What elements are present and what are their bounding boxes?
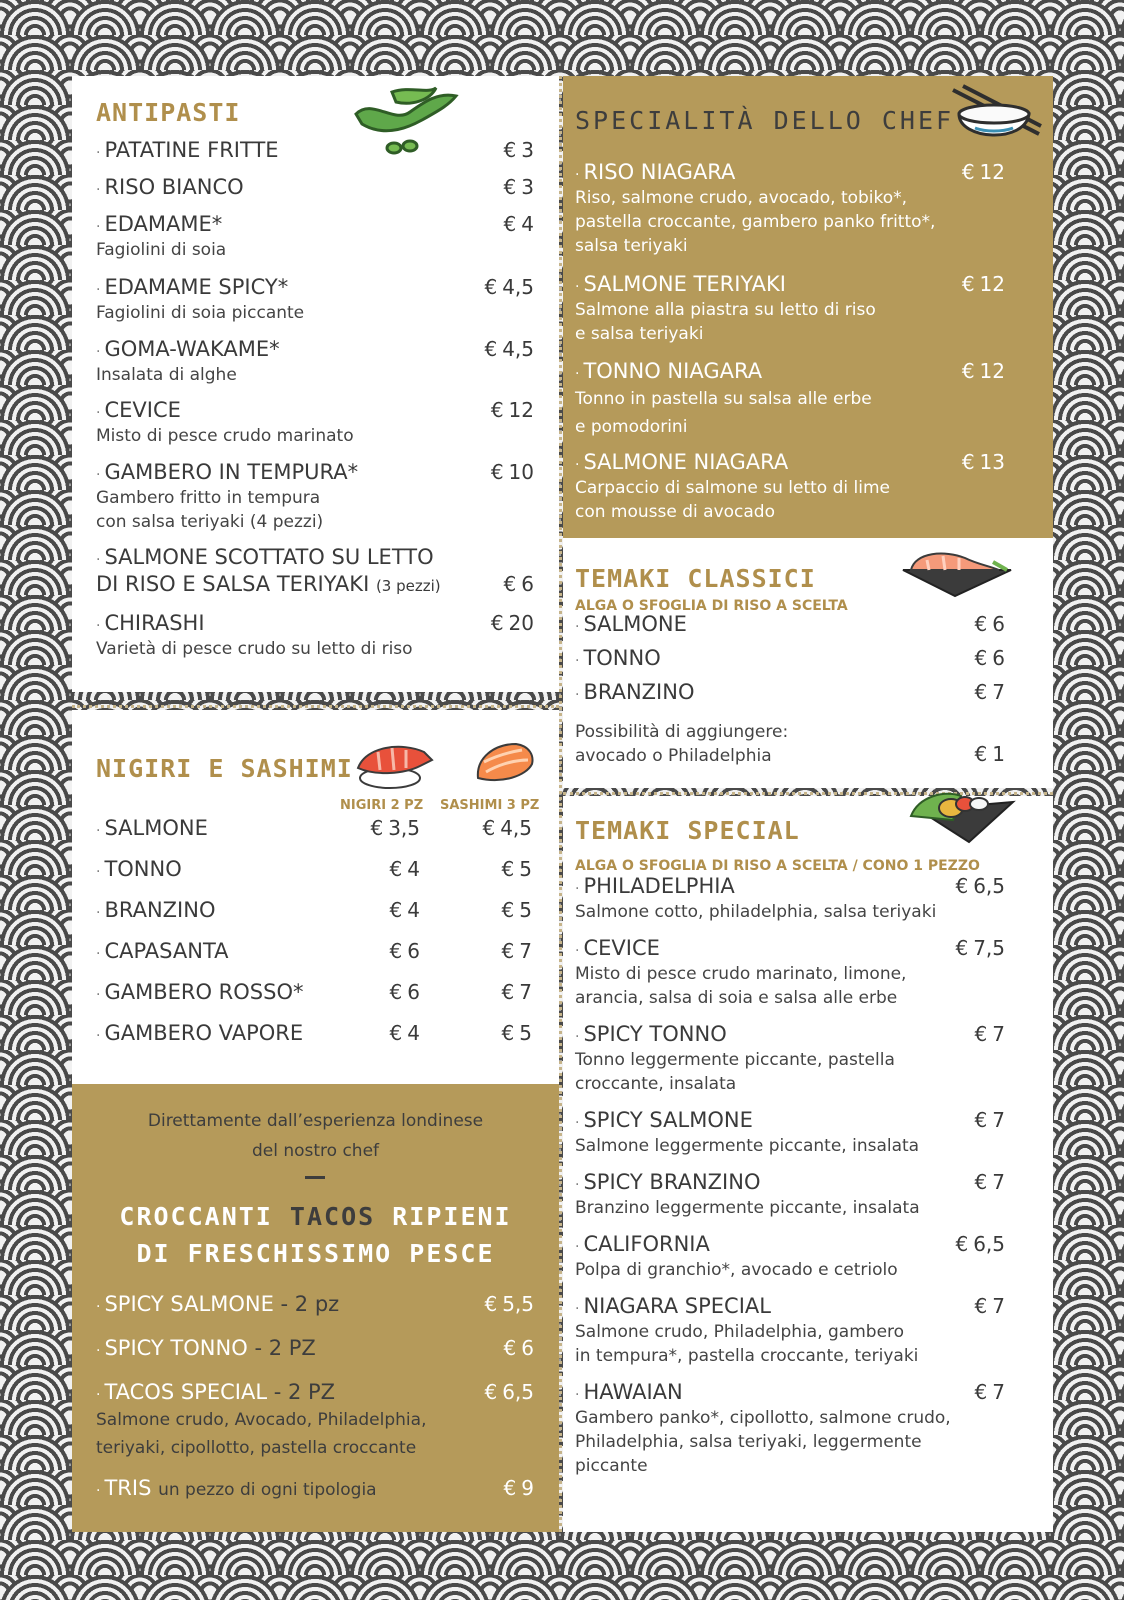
temaki-classici-section (563, 538, 1053, 788)
list-item: · SALMONE NIAGARA € 13 Carpaccio di salmone su letto di lime con mousse di avocado (575, 450, 1005, 524)
list-item: · SPICY TONNO - 2 PZ € 6 (96, 1336, 534, 1360)
list-item: · SPICY BRANZINO € 7 Branzino leggermente piccante, insalata (575, 1170, 1005, 1220)
table-row: · CAPASANTA € 6 € 7 (96, 939, 546, 969)
list-item: · SPICY TONNO € 7 Tonno leggermente piccante, pastella croccante, insalata (575, 1022, 1005, 1096)
list-item: · NIAGARA SPECIAL € 7 Salmone crudo, Philadelphia, gambero in tempura*, pastella croccante, teriyaki (575, 1294, 1005, 1368)
sashimi-column-header: SASHIMI 3 PZ (440, 798, 540, 813)
table-row: · SALMONE € 3,5 € 4,5 (96, 816, 546, 846)
temaki-classici-title: TEMAKI CLASSICI (575, 564, 816, 593)
list-item: · CHIRASHI € 20 Varietà di pesce crudo su letto di riso (96, 611, 534, 661)
antipasti-title: ANTIPASTI (96, 98, 241, 127)
list-item: · RISO NIAGARA € 12 Riso, salmone crudo, avocado, tobiko*, pastella croccante, gambero panko fritto*, salsa teriyaki (575, 160, 1005, 258)
section-divider (72, 705, 559, 708)
tacos-title: CROCCANTI TACOS RIPIENI DI FRESCHISSIMO PESCE (119, 1202, 512, 1268)
list-item: · BRANZINO € 7 (575, 680, 1005, 704)
nigiri-column-header: NIGIRI 2 PZ (340, 798, 424, 813)
temaki-special-subtitle: ALGA O SFOGLIA DI RISO A SCELTA / CONO 1 PEZZO (575, 858, 980, 874)
table-row: · TONNO € 4 € 5 (96, 857, 546, 887)
list-item: · TACOS SPECIAL - 2 PZ € 6,5 Salmone crudo, Avocado, Philadelphia, teriyaki, cipollotto, pastella croccante (96, 1380, 534, 1462)
list-item: · TONNO € 6 (575, 646, 1005, 670)
tacos-section (72, 1084, 559, 1532)
list-item: · HAWAIAN € 7 Gambero panko*, cipollotto, salmone crudo, Philadelphia, salsa teriyaki, leggermente piccante (575, 1380, 1005, 1478)
sashimi-salmon-illustration (472, 738, 536, 788)
chef-title: SPECIALITÀ DELLO CHEF (575, 106, 955, 135)
list-item: · SALMONE TERIYAKI € 12 Salmone alla piastra su letto di riso e salsa teriyaki (575, 272, 1005, 346)
column-divider (559, 76, 562, 1532)
table-row: · GAMBERO VAPORE € 4 € 5 (96, 1021, 546, 1051)
tacos-intro: Direttamente dall’esperienza londinese del nostro chef (147, 1111, 484, 1161)
temaki-special-section (563, 796, 1053, 1532)
list-item: · EDAMAME* € 4 Fagiolini di soia (96, 212, 534, 262)
table-row: · BRANZINO € 4 € 5 (96, 898, 546, 928)
list-item: · SPICY SALMONE - 2 pz € 5,5 (96, 1292, 534, 1316)
list-item: · SALMONE SCOTTATO SU LETTO DI RISO E SALSA TERIYAKI (3 pezzi) € 6 (96, 545, 534, 596)
temaki-classici-subtitle: ALGA O SFOGLIA DI RISO A SCELTA (575, 598, 848, 614)
nigiri-shrimp-illustration (352, 738, 436, 794)
list-item: · CALIFORNIA € 6,5 Polpa di granchio*, avocado e cetriolo (575, 1232, 1005, 1282)
list-item: · RISO BIANCO € 3 (96, 175, 534, 199)
list-item: · CEVICE € 7,5 Misto di pesce crudo marinato, limone, arancia, salsa di soia e salsa alle erbe (575, 936, 1005, 1010)
list-item: · PHILADELPHIA € 6,5 Salmone cotto, philadelphia, salsa teriyaki (575, 874, 1005, 924)
antipasti-section (72, 76, 559, 692)
list-item: · TRIS un pezzo di ogni tipologia € 9 (96, 1476, 534, 1500)
list-item: · PATATINE FRITTE € 3 (96, 138, 534, 162)
list-item: · GOMA-WAKAME* € 4,5 Insalata di alghe (96, 337, 534, 387)
list-item: · CEVICE € 12 Misto di pesce crudo marinato (96, 398, 534, 448)
table-row: · GAMBERO ROSSO* € 6 € 7 (96, 980, 546, 1010)
list-item: · TONNO NIAGARA € 12 Tonno in pastella su salsa alle erbe e pomodorini (575, 359, 1005, 441)
chef-specialties-section (563, 76, 1053, 538)
list-item: · GAMBERO IN TEMPURA* € 10 Gambero fritto in tempura con salsa teriyaki (4 pezzi) (96, 460, 534, 534)
list-item: · SALMONE € 6 (575, 612, 1005, 636)
list-item: · EDAMAME SPICY* € 4,5 Fagiolini di soia piccante (96, 275, 534, 325)
temaki-extra: Possibilità di aggiungere: avocado o Philadelphia € 1 (575, 722, 1005, 766)
list-item: · SPICY SALMONE € 7 Salmone leggermente piccante, insalata (575, 1108, 1005, 1158)
nigiri-sashimi-section (72, 710, 559, 1084)
temaki-special-title: TEMAKI SPECIAL (575, 816, 800, 845)
nigiri-title: NIGIRI E SASHIMI (96, 754, 353, 783)
